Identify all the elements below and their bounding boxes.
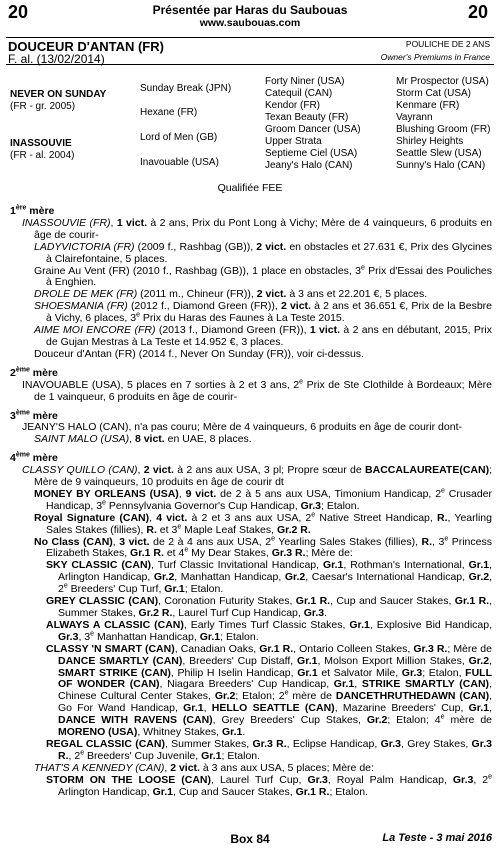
gen4-ancestor: Seattle Slew (USA) <box>396 148 482 159</box>
gen3-ancestor: Kendor (FR) <box>265 100 321 111</box>
family-entry: SKY CLASSIC (CAN), Turf Classic Invitational Handicap, Gr.1, Rothman's International, Gr.1, Arlington Handicap, Gr.2, Manhattan Handicap, Gr.2, Caesar's International Handicap, Gr.2, 2e Breeders' Cup Turf, Gr.1; Etalon. <box>46 559 492 596</box>
owner-premiums-note: Owner's Premiums in France <box>380 52 490 62</box>
family-entry: LADYVICTORIA (FR) (2009 f., Rashbag (GB)), 2 vict. en obstacles et 27.631 €, Prix des Glycines à Clairefontaine, 5 places. <box>34 240 492 265</box>
family-entry: DROLE DE MEK (FR) (2011 m., Chineur (FR)), 2 vict. à 3 ans et 22.201 €, 5 places. <box>34 288 428 301</box>
pedigree-table <box>0 75 500 175</box>
family-entry: JEANY'S HALO (CAN), n'a pas couru; Mère de 4 vainqueurs, 6 produits en âge de courir dont- <box>22 421 462 434</box>
family-entry: GREY CLASSIC (CAN), Coronation Futurity Stakes, Gr.1 R., Cup and Saucer Stakes, Gr.1 R., Summer Stakes, Gr.2 R., Laurel Turf Cup Handicap, Gr.3. <box>46 595 492 619</box>
gen2-ancestor: Hexane (FR) <box>140 107 198 118</box>
gen3-ancestor: Groom Dancer (USA) <box>265 124 361 135</box>
sire-details: (FR - gr. 2005) <box>10 101 76 112</box>
gen4-ancestor: Shirley Heights <box>396 136 464 147</box>
family-entry: Graine Au Vent (FR) (2010 f., Rashbag (GB)), 1 place en obstacles, 3e Prix d'Essai des Pouliches à Enghien. <box>34 264 493 289</box>
sire-name: NEVER ON SUNDAY <box>10 89 107 100</box>
dam-details: (FR - al. 2004) <box>10 150 75 161</box>
presented-by: Présentée par Haras du Saubouas <box>152 3 348 17</box>
section-heading: 2ème mère <box>10 366 58 379</box>
family-entry: ALWAYS A CLASSIC (CAN), Early Times Turf Classic Stakes, Gr.1, Explosive Bid Handicap, Gr.3, 3e Manhattan Handicap, Gr.1; Etalon. <box>46 618 492 643</box>
family-entry: Royal Signature (CAN), 4 vict. à 2 et 3 ans aux USA, 2e Native Street Handicap, R., Yearling Sales Stakes (fillies), R. et 3e Maple Leaf Stakes, Gr.2 R. <box>34 511 492 536</box>
gen4-ancestor: Storm Cat (USA) <box>396 88 472 99</box>
family-entry: INAVOUABLE (USA), 5 places en 7 sorties à 2 et 3 ans, 2e Prix de Ste Clothilde à Bordeaux; Mère de 1 vainqueur, 6 produits en âge de courir- <box>22 378 492 403</box>
family-entry: SHOESMANIA (FR) (2012 f., Diamond Green (FR)), 2 vict. à 2 ans et 36.651 €, Prix de la Besbre à Vichy, 6 places, 3e Prix du Haras des Faunes à La Teste 2015. <box>34 300 492 325</box>
website-link[interactable]: www.saubouas.com <box>199 17 301 29</box>
family-entry: CLASSY QUILLO (CAN), 2 vict. à 2 ans aux USA, 3 pl; Propre sœur de BACCALAUREATE(CAN); Mère de 9 vainqueurs, 10 produits en âge de courir dt <box>22 464 492 489</box>
dam-name: INASSOUVIE <box>10 138 72 149</box>
gen4-ancestor: Mr Prospector (USA) <box>396 76 489 87</box>
box-number: Box 84 <box>230 832 270 846</box>
family-entry: Douceur d'Antan (FR) (2014 f., Never On Sunday (FR)), voir ci-dessus. <box>34 347 364 360</box>
gen4-ancestor: Vayrann <box>396 112 433 123</box>
horse-details: F. al. (13/02/2014) <box>8 52 105 66</box>
lot-number-left: 20 <box>8 2 29 22</box>
page-header <box>0 0 500 36</box>
family-entry: SAINT MALO (USA), 8 vict. en UAE, 8 places. <box>34 433 252 446</box>
gen2-ancestor: Sunday Break (JPN) <box>140 83 232 94</box>
horse-title-bar <box>6 37 494 65</box>
family-entry: THAT'S A KENNEDY (CAN), 2 vict. à 3 ans aux USA, 5 places; Mère de: <box>34 761 374 774</box>
family-entry: INASSOUVIE (FR), 1 vict. à 2 ans, Prix du Pont Long à Vichy; Mère de 4 vainqueurs, 6 produits en âge de courir- <box>22 216 492 241</box>
gen4-ancestor: Sunny's Halo (CAN) <box>396 160 486 171</box>
gen3-ancestor: Upper Strata <box>265 136 322 147</box>
family-notes <box>10 206 492 799</box>
horse-name: DOUCEUR D'ANTAN (FR) <box>8 39 164 54</box>
gen4-ancestor: Kenmare (FR) <box>396 100 460 111</box>
family-entry: CLASSY 'N SMART (CAN), Canadian Oaks, Gr.1 R., Ontario Colleen Stakes, Gr.3 R.; Mère de DANCE SMARTLY (CAN), Breeders' Cup Distaff, Gr.1, Molson Export Million Stakes, Gr.2, SMART STRIKE (CAN), Philip H Iselin Handicap, Gr.1 et Salvator Mile, Gr.3; Etalon, FULL OF WONDER (CAN), Niagara Breeders' Cup Handicap, Gr.1, STRIKE SMARTLY (CAN), Chinese Cultural Center Stakes, Gr.2; Etalon; 2e mère de DANCETHRUTHEDAWN (CAN), Go For Wand Handicap, Gr.1, HELLO SEATTLE (CAN), Mazarine Breeders' Cup, Gr.1, DANCE WITH RAVENS (CAN), Grey Breeders' Cup Stakes, Gr.2; Etalon; 4e mère de MORENO (USA), Whitney Stakes, Gr.1. <box>46 642 493 739</box>
gen2-ancestor: Lord of Men (GB) <box>140 132 218 143</box>
gen2-ancestor: Inavouable (USA) <box>140 157 219 168</box>
gen4-ancestor: Blushing Groom (FR) <box>396 124 491 135</box>
gen3-ancestor: Texan Beauty (FR) <box>265 112 349 123</box>
section-heading: 1ère mère <box>10 204 55 217</box>
gen3-ancestor: Catequil (CAN) <box>265 88 333 99</box>
section-heading: 3ème mère <box>10 409 58 422</box>
family-entry: No Class (CAN), 3 vict. de 2 à 4 ans aux USA, 2e Yearling Sales Stakes (fillies), R., 3e Princess Elizabeth Stakes, Gr.1 R. et 4e My Dear Stakes, Gr.3 R.; Mère de: <box>34 535 492 560</box>
gen3-ancestor: Forty Niner (USA) <box>265 76 345 87</box>
qualification: Qualifiée FEE <box>217 182 283 194</box>
sale-date: La Teste - 3 mai 2016 <box>382 832 492 844</box>
horse-type: POULICHE DE 2 ANS <box>405 39 490 49</box>
page-footer <box>0 832 500 848</box>
gen3-ancestor: Jeany's Halo (CAN) <box>265 160 353 171</box>
gen3-ancestor: Septieme Ciel (USA) <box>265 148 358 159</box>
family-entry: AIME MOI ENCORE (FR) (2013 f., Diamond Green (FR)), 1 vict. à 2 ans en débutant, 2015, Prix de Gujan Mestras à La Teste et 14.952 €, 3 places. <box>34 324 492 348</box>
family-entry: REGAL CLASSIC (CAN), Summer Stakes, Gr.3 R., Eclipse Handicap, Gr.3, Grey Stakes, Gr.3 R., 2e Breeders' Cup Juvenile, Gr.1; Etalon. <box>46 737 492 762</box>
family-entry: STORM ON THE LOOSE (CAN), Laurel Turf Cup, Gr.3, Royal Palm Handicap, Gr.3, 2e Arlington Handicap, Gr.1, Cup and Saucer Stakes, Gr.1 R.; Etalon. <box>46 773 493 798</box>
family-entry: MONEY BY ORLEANS (USA), 9 vict. de 2 à 5 ans aux USA, Timonium Handicap, 2e Crusader Handicap, 3e Pennsylvania Governor's Cup Handicap, Gr.3; Etalon. <box>34 487 492 512</box>
section-heading: 4ème mère <box>10 451 58 465</box>
lot-number-right: 20 <box>467 2 488 22</box>
